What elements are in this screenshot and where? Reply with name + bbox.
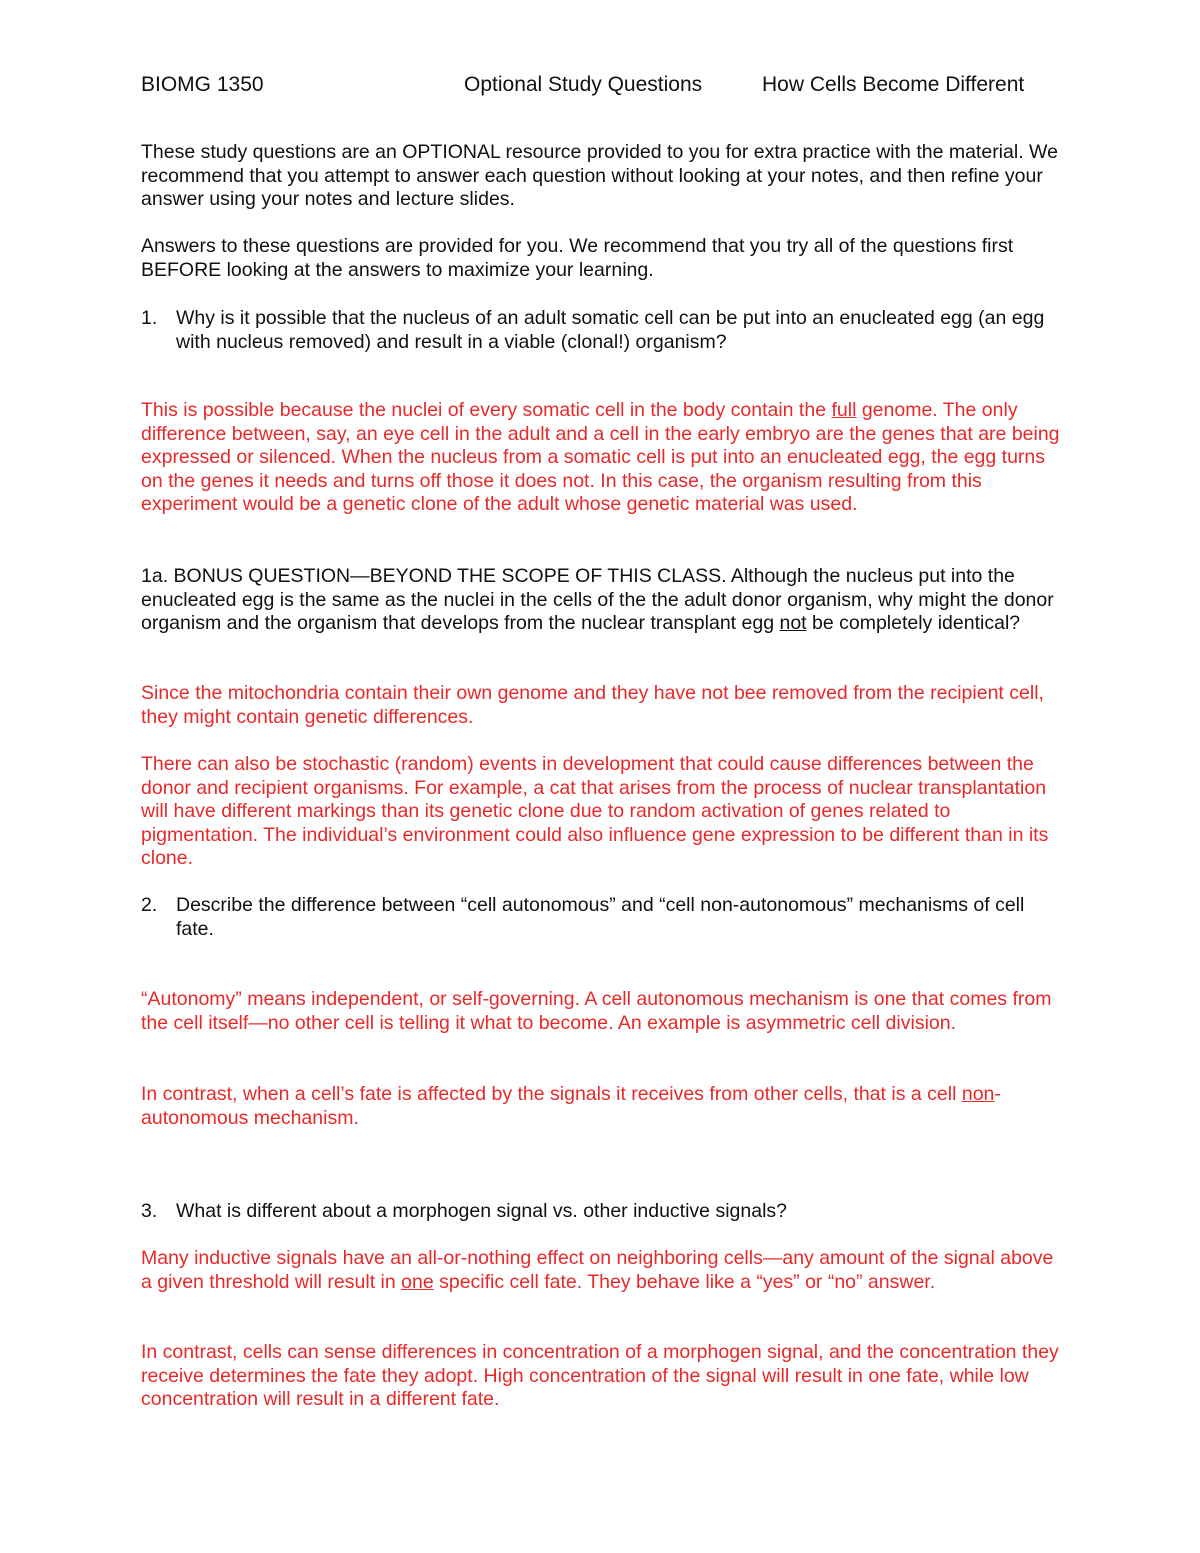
intro-paragraph-1: These study questions are an OPTIONAL resource provided to you for extra practice with the material. We recommend that you attempt to answer each question without looking at your notes, and then refine your answer using your notes and lecture slides. <box>141 141 1058 210</box>
page-header <box>141 72 1066 98</box>
question-1-text: Why is it possible that the nucleus of an adult somatic cell can be put into an enucleated egg (an egg with nucleus removed) and result in a viable (clonal!) organism? <box>176 307 1045 353</box>
question-3-text: What is different about a morphogen signal vs. other inductive signals? <box>176 1200 787 1222</box>
answer-2-paragraph-2 <box>141 1083 1066 1130</box>
answer-1-emphasis: full <box>831 399 857 421</box>
question-1a <box>141 565 1066 636</box>
course-code: BIOMG 1350 <box>141 73 264 96</box>
answer-1a-paragraph-2: There can also be stochastic (random) events in development that could cause differences between the donor and recipient organisms. For example, a cat that arises from the process of nuclear transplantation will have different markings than its genetic clone due to random activation of genes related to pigmentation. The individual’s environment could also influence gene expression to be different than in its clone. <box>141 753 1049 869</box>
document-topic: How Cells Become Different <box>762 73 1025 96</box>
question-1 <box>141 307 1066 354</box>
intro-paragraph-2: Answers to these questions are provided for you. We recommend that you try all of the questions first BEFORE looking at the answers to maximize your learning. <box>141 235 1014 281</box>
question-1-number: 1. <box>141 307 158 329</box>
question-2-number: 2. <box>141 894 158 916</box>
answer-2-paragraph-1: “Autonomy” means independent, or self-governing. A cell autonomous mechanism is one that comes from the cell itself—no other cell is telling it what to become. An example is asymmetric cell division. <box>141 988 1052 1034</box>
question-1a-emphasis: not <box>779 612 807 634</box>
question-3-number: 3. <box>141 1200 158 1222</box>
answer-3-paragraph-1 <box>141 1247 1066 1294</box>
answer-1 <box>141 399 1066 517</box>
answer-1a-paragraph-1: Since the mitochondria contain their own genome and they have not bee removed from the recipient cell, they might contain genetic differences. <box>141 682 1044 728</box>
question-2-text: Describe the difference between “cell autonomous” and “cell non-autonomous” mechanisms of cell fate. <box>176 894 1025 940</box>
question-3 <box>141 1200 1066 1224</box>
answer-3-paragraph-2: In contrast, cells can sense differences in concentration of a morphogen signal, and the concentration they receive determines the fate they adopt. High concentration of the signal will result in one fate, while low concentration will result in a different fate. <box>141 1341 1059 1410</box>
answer-2-part2: -autonomous mechanism. <box>141 1083 1001 1129</box>
answer-3-part2: specific cell fate. They behave like a “yes” or “no” answer. <box>433 1270 936 1293</box>
answer-1-part2: genome. The only difference between, say, an eye cell in the adult and a cell in the early embryo are the genes that are being expressed or silenced. When the nucleus from a somatic cell is put into an enucleated egg, the egg turns on the genes it needs and turns off those it does not. In this case, the organism resulting from this experiment would be a genetic clone of the adult whose genetic material was used. <box>141 399 1060 515</box>
answer-1-part1: This is possible because the nuclei of every somatic cell in the body contain the <box>141 399 832 421</box>
answer-2-emphasis: non <box>961 1083 995 1105</box>
question-1a-part2: be completely identical? <box>806 612 1021 634</box>
answer-3-emphasis: one <box>401 1270 434 1293</box>
answer-3-part1: Many inductive signals have an all-or-nothing effect on neighboring cells—any amount of the signal above a given threshold will result in <box>141 1247 1054 1293</box>
document-type: Optional Study Questions <box>464 73 703 96</box>
question-2 <box>141 894 1066 941</box>
question-1a-part1: 1a. BONUS QUESTION—BEYOND THE SCOPE OF THIS CLASS. Although the nucleus put into the enucleated egg is the same as the nuclei in the cells of the the adult donor organism, why might the donor organism and the organism that develops from the nuclear transplant egg <box>141 565 1054 634</box>
answer-2-part1: In contrast, when a cell’s fate is affected by the signals it receives from other cells, that is a cell <box>141 1083 962 1105</box>
